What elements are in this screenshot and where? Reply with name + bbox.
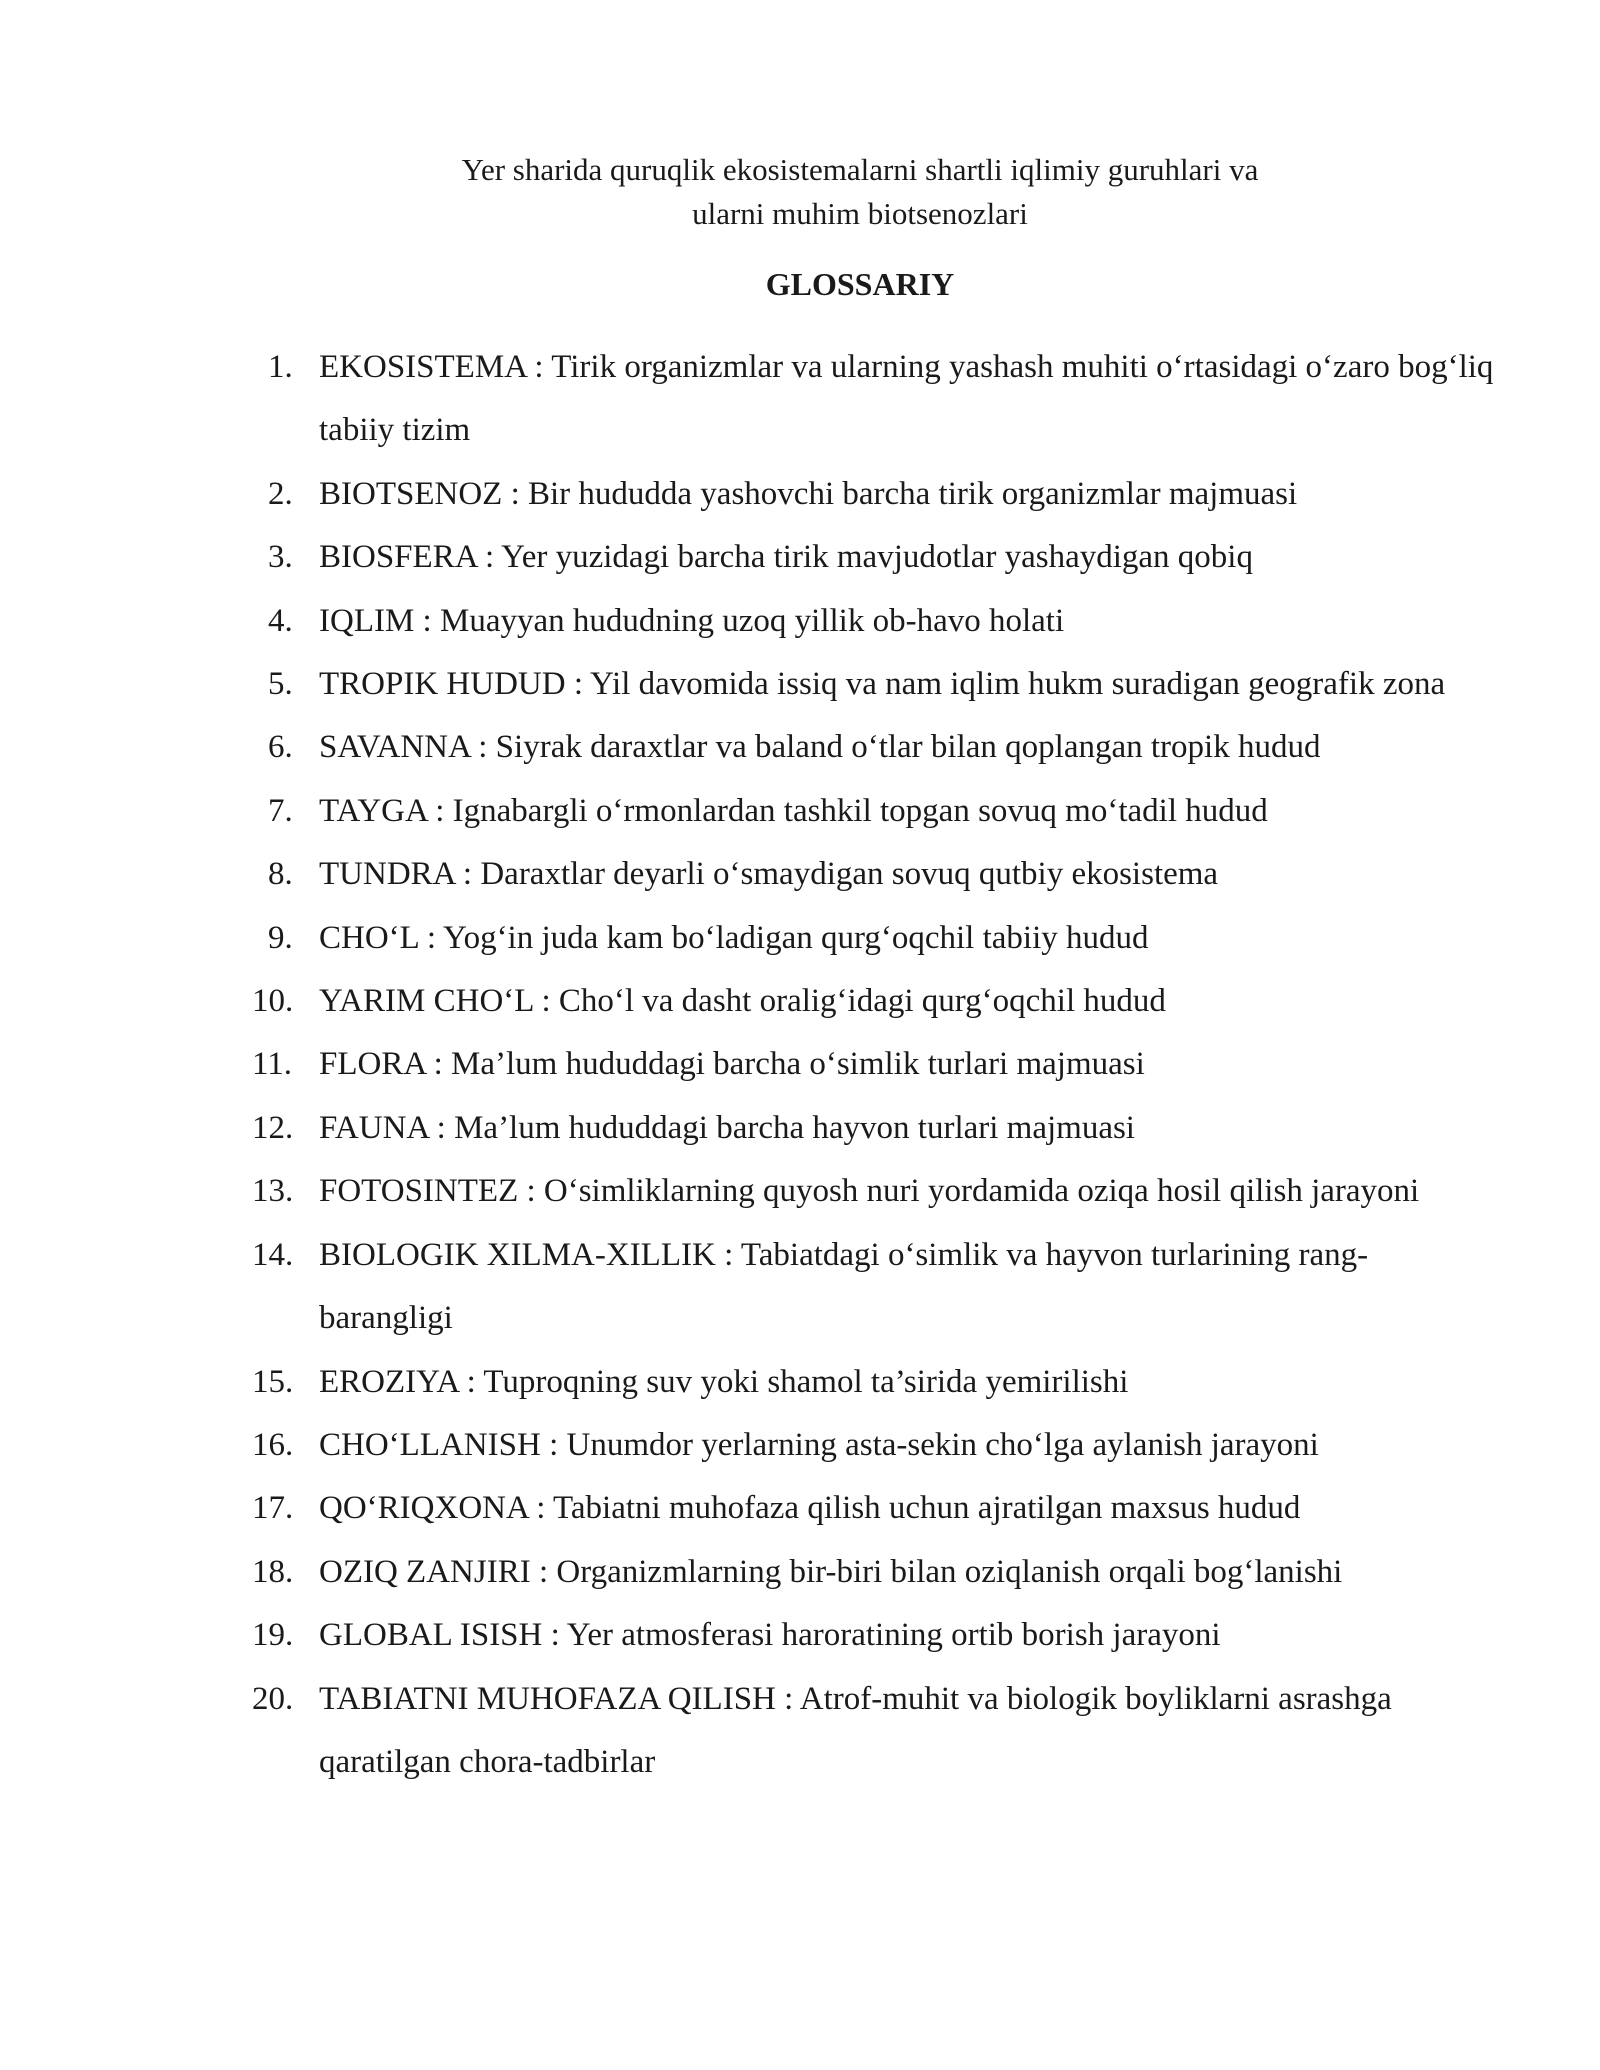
glossary-item-number: 8.	[268, 856, 293, 893]
glossary-item-number: 16.	[252, 1426, 294, 1463]
glossary-item-number: 20.	[252, 1680, 294, 1717]
glossary-item-text: TAYGA : Ignabargli o‘rmonlardan tashkil topgan sovuq mo‘tadil hudud	[319, 792, 1268, 829]
glossary-item-number: 1.	[268, 349, 293, 385]
glossary-item-text: CHO‘L : Yog‘in juda kam bo‘ladigan qurg‘oqchil tabiiy hudud	[319, 919, 1149, 956]
glossary-item-number: 14.	[252, 1236, 294, 1273]
glossary-item	[260, 716, 1500, 779]
glossary-item-text: BIOSFERA : Yer yuzidagi barcha tirik mavjudotlar yashaydigan qobiq	[319, 539, 1253, 576]
glossary-item-text: EKOSISTEMA : Tirik organizmlar va ularning yashash muhiti o‘rtasidagi o‘zaro bog‘liq tabiiy tizim	[319, 349, 1494, 449]
glossary-item-text: FAUNA : Ma’lum hududdagi barcha hayvon turlari majmuasi	[319, 1109, 1135, 1146]
glossary-item-text: GLOBAL ISISH : Yer atmosferasi haroratining ortib borish jarayoni	[319, 1617, 1221, 1654]
glossary-list	[252, 336, 1500, 1794]
glossary-item-text: CHO‘LLANISH : Unumdor yerlarning asta-sekin cho‘lga aylanish jarayoni	[319, 1426, 1319, 1463]
glossary-item	[252, 1477, 1500, 1540]
glossary-item-number: 17.	[252, 1490, 294, 1527]
glossary-item	[260, 843, 1500, 906]
glossary-item-text: TUNDRA : Daraxtlar deyarli o‘smaydigan sovuq qutbiy ekosistema	[319, 856, 1219, 893]
glossary-item-text: YARIM CHO‘L : Cho‘l va dasht oralig‘idagi qurg‘oqchil hudud	[319, 983, 1166, 1020]
glossary-item	[252, 1224, 1500, 1351]
glossary-item-number: 2.	[268, 475, 293, 512]
glossary-item-text: SAVANNA : Siyrak daraxtlar va baland o‘tlar bilan qoplangan tropik hudud	[319, 729, 1321, 766]
glossary-item	[260, 463, 1500, 526]
glossary-item	[252, 970, 1500, 1033]
document-subtitle	[0, 148, 1600, 236]
glossary-item	[260, 653, 1500, 716]
glossary-item	[260, 907, 1500, 970]
glossary-item-text: FOTOSINTEZ : O‘simliklarning quyosh nuri yordamida oziqa hosil qilish jarayoni	[319, 1173, 1420, 1210]
glossary-item	[260, 780, 1500, 843]
glossary-item	[252, 1604, 1500, 1667]
glossary-item-number: 4.	[268, 602, 293, 639]
glossary-item	[252, 1541, 1500, 1604]
glossary-item	[260, 336, 1500, 463]
glossary-item-number: 6.	[268, 729, 293, 766]
glossary-item-number: 13.	[252, 1173, 294, 1210]
glossary-item-text: BIOTSENOZ : Bir hududda yashovchi barcha tirik organizmlar majmuasi	[319, 475, 1298, 512]
glossary-item-number: 12.	[252, 1109, 294, 1146]
glossary-item	[260, 526, 1500, 589]
subtitle-line-1: Yer sharida quruqlik ekosistemalarni shartli iqlimiy guruhlari va	[461, 152, 1259, 187]
glossary-item	[252, 1033, 1500, 1096]
glossary-item-text: BIOLOGIK XILMA-XILLIK : Tabiatdagi o‘simlik va hayvon turlarining rang-barangligi	[319, 1236, 1369, 1337]
glossary-item-number: 7.	[268, 792, 293, 829]
glossary-item	[252, 1160, 1500, 1223]
glossary-item-text: TABIATNI MUHOFAZA QILISH : Atrof-muhit va biologik boyliklarni asrashga qaratilgan chora-tadbirlar	[319, 1680, 1392, 1780]
glossary-item-text: FLORA : Ma’lum hududdagi barcha o‘simlik turlari majmuasi	[319, 1046, 1145, 1083]
glossary-item-text: EROZIYA : Tuproqning suv yoki shamol ta’sirida yemirilishi	[319, 1363, 1129, 1400]
glossary-item-text: TROPIK HUDUD : Yil davomida issiq va nam iqlim hukm suradigan geografik zona	[319, 666, 1446, 703]
glossary-item-text: IQLIM : Muayyan hududning uzoq yillik ob-havo holati	[319, 602, 1065, 639]
glossary-item-number: 9.	[268, 919, 293, 956]
glossary-item-number: 18.	[252, 1553, 294, 1590]
subtitle-line-2: ularni muhim biotsenozlari	[692, 196, 1028, 231]
glossary-item-number: 11.	[252, 1046, 293, 1083]
glossary-item-text: QO‘RIQXONA : Tabiatni muhofaza qilish uchun ajratilgan maxsus hudud	[319, 1490, 1301, 1527]
glossary-item	[260, 590, 1500, 653]
glossary-item	[252, 1097, 1500, 1160]
glossary-item	[252, 1668, 1500, 1795]
glossary-item-text: OZIQ ZANJIRI : Organizmlarning bir-biri bilan oziqlanish orqali bog‘lanishi	[319, 1553, 1343, 1590]
glossary-item-number: 5.	[268, 666, 293, 703]
glossary-heading: GLOSSARIY	[765, 266, 955, 302]
glossary-item-number: 10.	[252, 983, 294, 1020]
glossary-item	[252, 1351, 1500, 1414]
glossary-item-number: 3.	[268, 539, 293, 576]
glossary-item-number: 15.	[252, 1363, 294, 1400]
glossary-item-number: 19.	[252, 1617, 294, 1654]
glossary-item	[252, 1414, 1500, 1477]
